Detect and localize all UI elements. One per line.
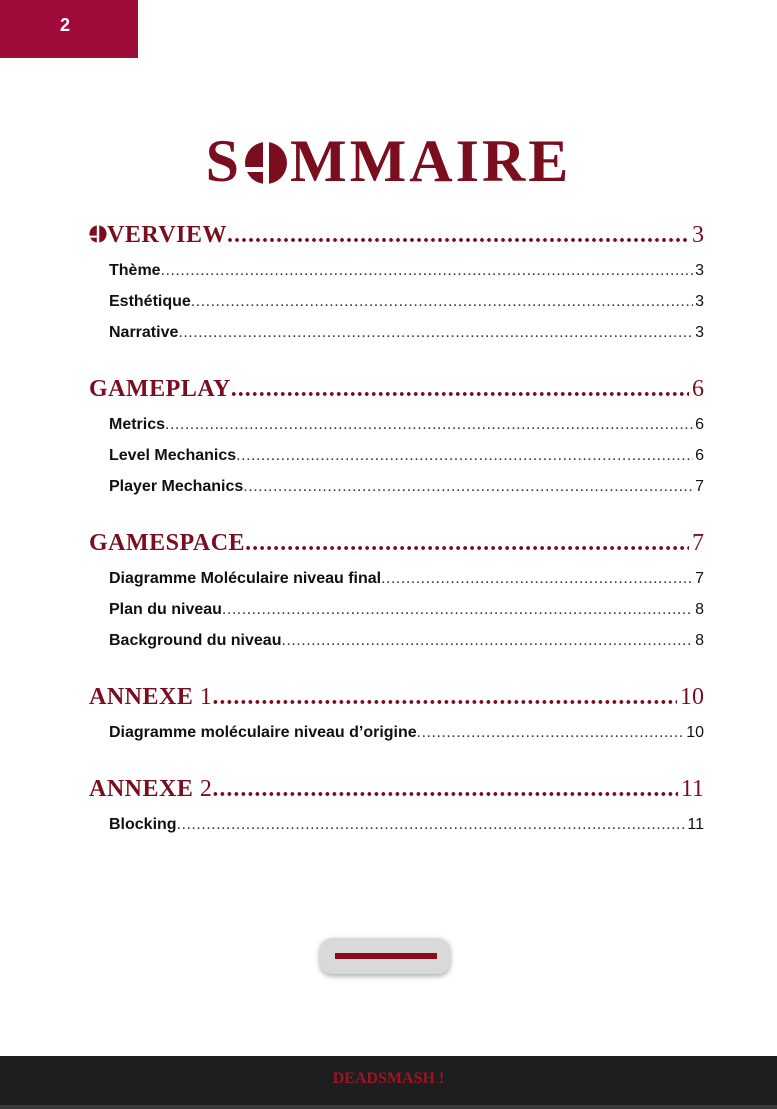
smash-ball-icon bbox=[244, 130, 288, 200]
dot-leader bbox=[227, 222, 689, 249]
dot-leader bbox=[222, 594, 693, 625]
toc-section-annexe-2[interactable] bbox=[89, 776, 704, 809]
page-number: 2 bbox=[60, 15, 71, 35]
toc-page-number: 7 bbox=[692, 530, 704, 556]
toc-item[interactable] bbox=[89, 594, 704, 625]
toc-section-label bbox=[89, 684, 212, 711]
footer-brand: DEADSMASH ! bbox=[332, 1070, 445, 1087]
toc-item[interactable] bbox=[89, 255, 704, 286]
toc-section-gamespace[interactable] bbox=[89, 530, 704, 563]
dot-leader bbox=[381, 563, 693, 594]
toc-item-label: Narrative bbox=[109, 324, 179, 341]
decorative-divider bbox=[320, 938, 450, 974]
toc-page-number: 7 bbox=[695, 478, 704, 495]
toc-page-number: 11 bbox=[687, 816, 704, 833]
toc-item[interactable] bbox=[89, 625, 704, 656]
dot-leader bbox=[212, 776, 678, 803]
toc-item-label: Plan du niveau bbox=[109, 601, 222, 618]
toc-item-label: Blocking bbox=[109, 816, 177, 833]
title-prefix: S bbox=[205, 128, 243, 194]
toc-section-label-text: ANNEXE bbox=[89, 776, 194, 802]
toc-item-label: Thème bbox=[109, 262, 161, 279]
smash-ball-icon bbox=[89, 225, 107, 243]
dot-leader bbox=[231, 376, 689, 403]
toc-page-number: 8 bbox=[695, 632, 704, 649]
page-title bbox=[0, 126, 777, 200]
dot-leader bbox=[191, 286, 693, 317]
toc-page-number: 8 bbox=[695, 601, 704, 618]
dot-leader bbox=[161, 255, 694, 286]
title-suffix: MMAIRE bbox=[290, 128, 572, 194]
toc-item[interactable] bbox=[89, 471, 704, 502]
toc-section-annexe-1[interactable] bbox=[89, 684, 704, 717]
toc-item[interactable] bbox=[89, 286, 704, 317]
toc-item-label: Diagramme moléculaire niveau d’origine bbox=[109, 724, 417, 741]
footer-bar bbox=[0, 1056, 777, 1109]
toc-page-number: 3 bbox=[692, 222, 704, 248]
toc-section-label-number: 1 bbox=[199, 684, 213, 710]
toc-item[interactable] bbox=[89, 440, 704, 471]
toc-item[interactable] bbox=[89, 409, 704, 440]
dot-leader bbox=[177, 809, 686, 840]
dot-leader bbox=[212, 684, 677, 711]
dot-leader bbox=[243, 471, 693, 502]
toc-page-number: 11 bbox=[680, 776, 704, 802]
toc-section-label: GAMEPLAY bbox=[89, 376, 231, 402]
toc-item-label: Background du niveau bbox=[109, 632, 282, 649]
toc-item[interactable] bbox=[89, 809, 704, 840]
toc-page-number: 3 bbox=[695, 324, 704, 341]
toc-page-number: 3 bbox=[695, 293, 704, 310]
toc-item[interactable] bbox=[89, 563, 704, 594]
toc-section-overview[interactable] bbox=[89, 222, 704, 255]
toc-section-label-text: VERVIEW bbox=[107, 222, 228, 248]
toc-section-label bbox=[89, 222, 227, 249]
dot-leader bbox=[417, 717, 685, 748]
divider-line bbox=[335, 953, 437, 959]
toc-page-number: 6 bbox=[695, 416, 704, 433]
page-number-tab bbox=[0, 0, 138, 58]
toc-section-label bbox=[89, 776, 212, 803]
toc-page-number: 10 bbox=[686, 724, 704, 741]
dot-leader bbox=[165, 409, 693, 440]
toc-section-label-text: ANNEXE bbox=[89, 684, 194, 710]
toc-page-number: 10 bbox=[680, 684, 704, 710]
dot-leader bbox=[281, 625, 693, 656]
toc-item[interactable] bbox=[89, 317, 704, 348]
toc-item-label: Esthétique bbox=[109, 293, 191, 310]
toc-item-label: Metrics bbox=[109, 416, 166, 433]
dot-leader bbox=[236, 440, 693, 471]
toc-page-number: 6 bbox=[695, 447, 704, 464]
toc-page-number: 6 bbox=[692, 376, 704, 402]
dot-leader bbox=[245, 530, 689, 557]
toc-item[interactable] bbox=[89, 717, 704, 748]
table-of-contents bbox=[89, 222, 704, 840]
toc-section-label: GAMESPACE bbox=[89, 530, 246, 556]
toc-page-number: 7 bbox=[695, 570, 704, 587]
toc-section-label-number: 2 bbox=[199, 776, 213, 802]
dot-leader bbox=[178, 317, 693, 348]
toc-section-gameplay[interactable] bbox=[89, 376, 704, 409]
toc-item-label: Diagramme Moléculaire niveau final bbox=[109, 570, 382, 587]
toc-page-number: 3 bbox=[695, 262, 704, 279]
toc-item-label: Player Mechanics bbox=[109, 478, 244, 495]
toc-item-label: Level Mechanics bbox=[109, 447, 237, 464]
